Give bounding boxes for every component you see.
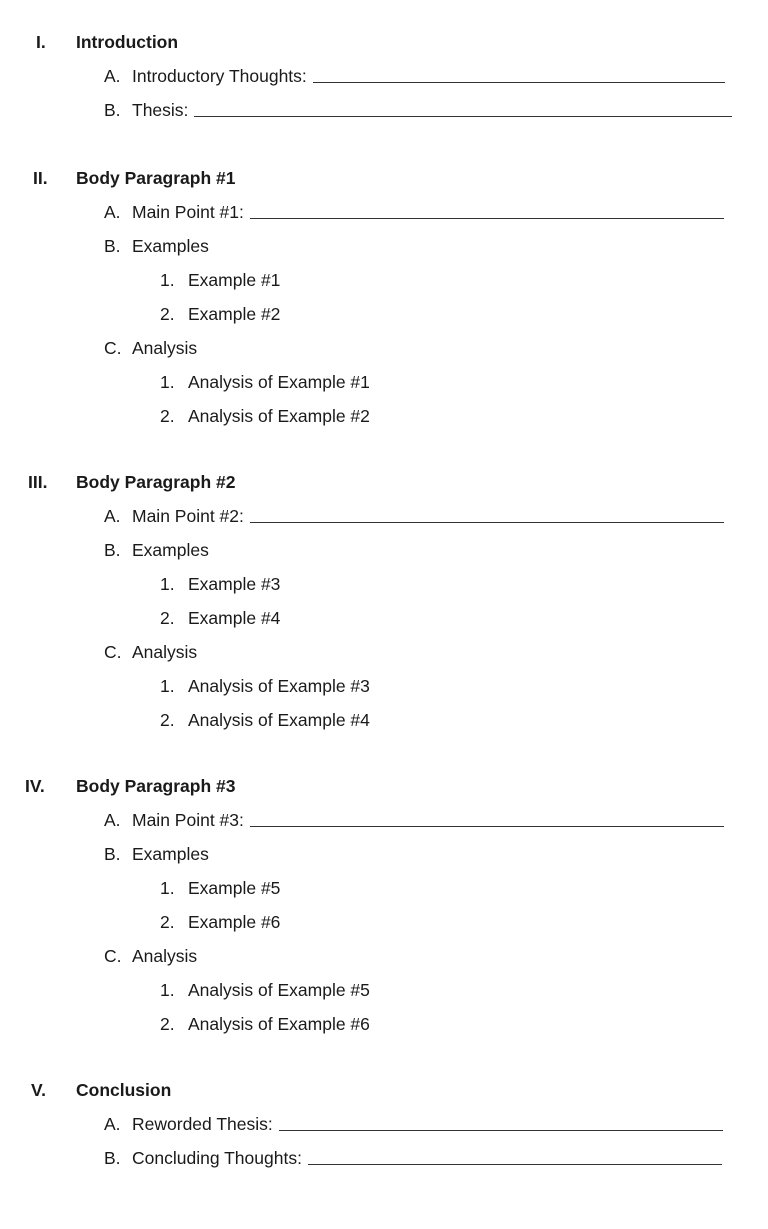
fill-in-blank-line[interactable]: [250, 826, 724, 827]
section-title: Body Paragraph #3: [76, 776, 236, 796]
item-label: Concluding Thoughts:: [132, 1148, 302, 1168]
item-label: Examples: [132, 540, 209, 560]
fill-in-blank-line[interactable]: [308, 1164, 722, 1165]
fill-in-blank-line[interactable]: [194, 116, 732, 117]
item-letter: A.: [104, 506, 121, 526]
section-numeral: I.: [36, 32, 46, 52]
item-letter: A.: [104, 1114, 121, 1134]
subitem-number: 1.: [160, 574, 175, 594]
section-title: Introduction: [76, 32, 179, 52]
subitem-label: Analysis of Example #1: [188, 372, 370, 392]
item-label: Analysis: [132, 642, 198, 662]
section-title: Body Paragraph #2: [76, 472, 236, 492]
item-letter: A.: [104, 202, 121, 222]
subitem-number: 2.: [160, 1014, 175, 1034]
item-label: Main Point #2:: [132, 506, 244, 526]
item-letter: C.: [104, 642, 122, 662]
section-numeral: V.: [31, 1080, 46, 1100]
subitem-number: 2.: [160, 304, 175, 324]
item-label: Main Point #3:: [132, 810, 244, 830]
section-title: Body Paragraph #1: [76, 168, 236, 188]
subitem-number: 2.: [160, 710, 175, 730]
subitem-label: Example #4: [188, 608, 281, 628]
fill-in-blank-line[interactable]: [250, 522, 724, 523]
item-label: Reworded Thesis:: [132, 1114, 273, 1134]
subitem-label: Analysis of Example #6: [188, 1014, 370, 1034]
subitem-label: Example #6: [188, 912, 281, 932]
subitem-number: 1.: [160, 270, 175, 290]
item-letter: B.: [104, 100, 121, 120]
subitem-label: Example #1: [188, 270, 281, 290]
item-label: Introductory Thoughts:: [132, 66, 307, 86]
subitem-label: Analysis of Example #4: [188, 710, 370, 730]
item-letter: C.: [104, 338, 122, 358]
subitem-number: 1.: [160, 878, 175, 898]
subitem-number: 1.: [160, 372, 175, 392]
section-numeral: II.: [33, 168, 48, 188]
subitem-label: Analysis of Example #2: [188, 406, 370, 426]
fill-in-blank-line[interactable]: [279, 1130, 723, 1131]
fill-in-blank-line[interactable]: [250, 218, 724, 219]
subitem-number: 2.: [160, 912, 175, 932]
section-title: Conclusion: [76, 1080, 172, 1100]
subitem-label: Example #2: [188, 304, 281, 324]
fill-in-blank-line[interactable]: [313, 82, 725, 83]
item-label: Analysis: [132, 946, 198, 966]
item-label: Thesis:: [132, 100, 189, 120]
subitem-number: 1.: [160, 980, 175, 1000]
item-letter: B.: [104, 540, 121, 560]
item-letter: B.: [104, 236, 121, 256]
subitem-number: 2.: [160, 406, 175, 426]
item-letter: C.: [104, 946, 122, 966]
subitem-number: 2.: [160, 608, 175, 628]
subitem-label: Example #3: [188, 574, 281, 594]
item-letter: A.: [104, 810, 121, 830]
subitem-label: Analysis of Example #3: [188, 676, 370, 696]
section-numeral: III.: [28, 472, 48, 492]
section-numeral: IV.: [25, 776, 45, 796]
subitem-label: Example #5: [188, 878, 281, 898]
item-label: Examples: [132, 844, 209, 864]
subitem-label: Analysis of Example #5: [188, 980, 370, 1000]
item-label: Analysis: [132, 338, 198, 358]
item-letter: B.: [104, 1148, 121, 1168]
item-label: Examples: [132, 236, 209, 256]
item-letter: B.: [104, 844, 121, 864]
item-letter: A.: [104, 66, 121, 86]
item-label: Main Point #1:: [132, 202, 244, 222]
subitem-number: 1.: [160, 676, 175, 696]
